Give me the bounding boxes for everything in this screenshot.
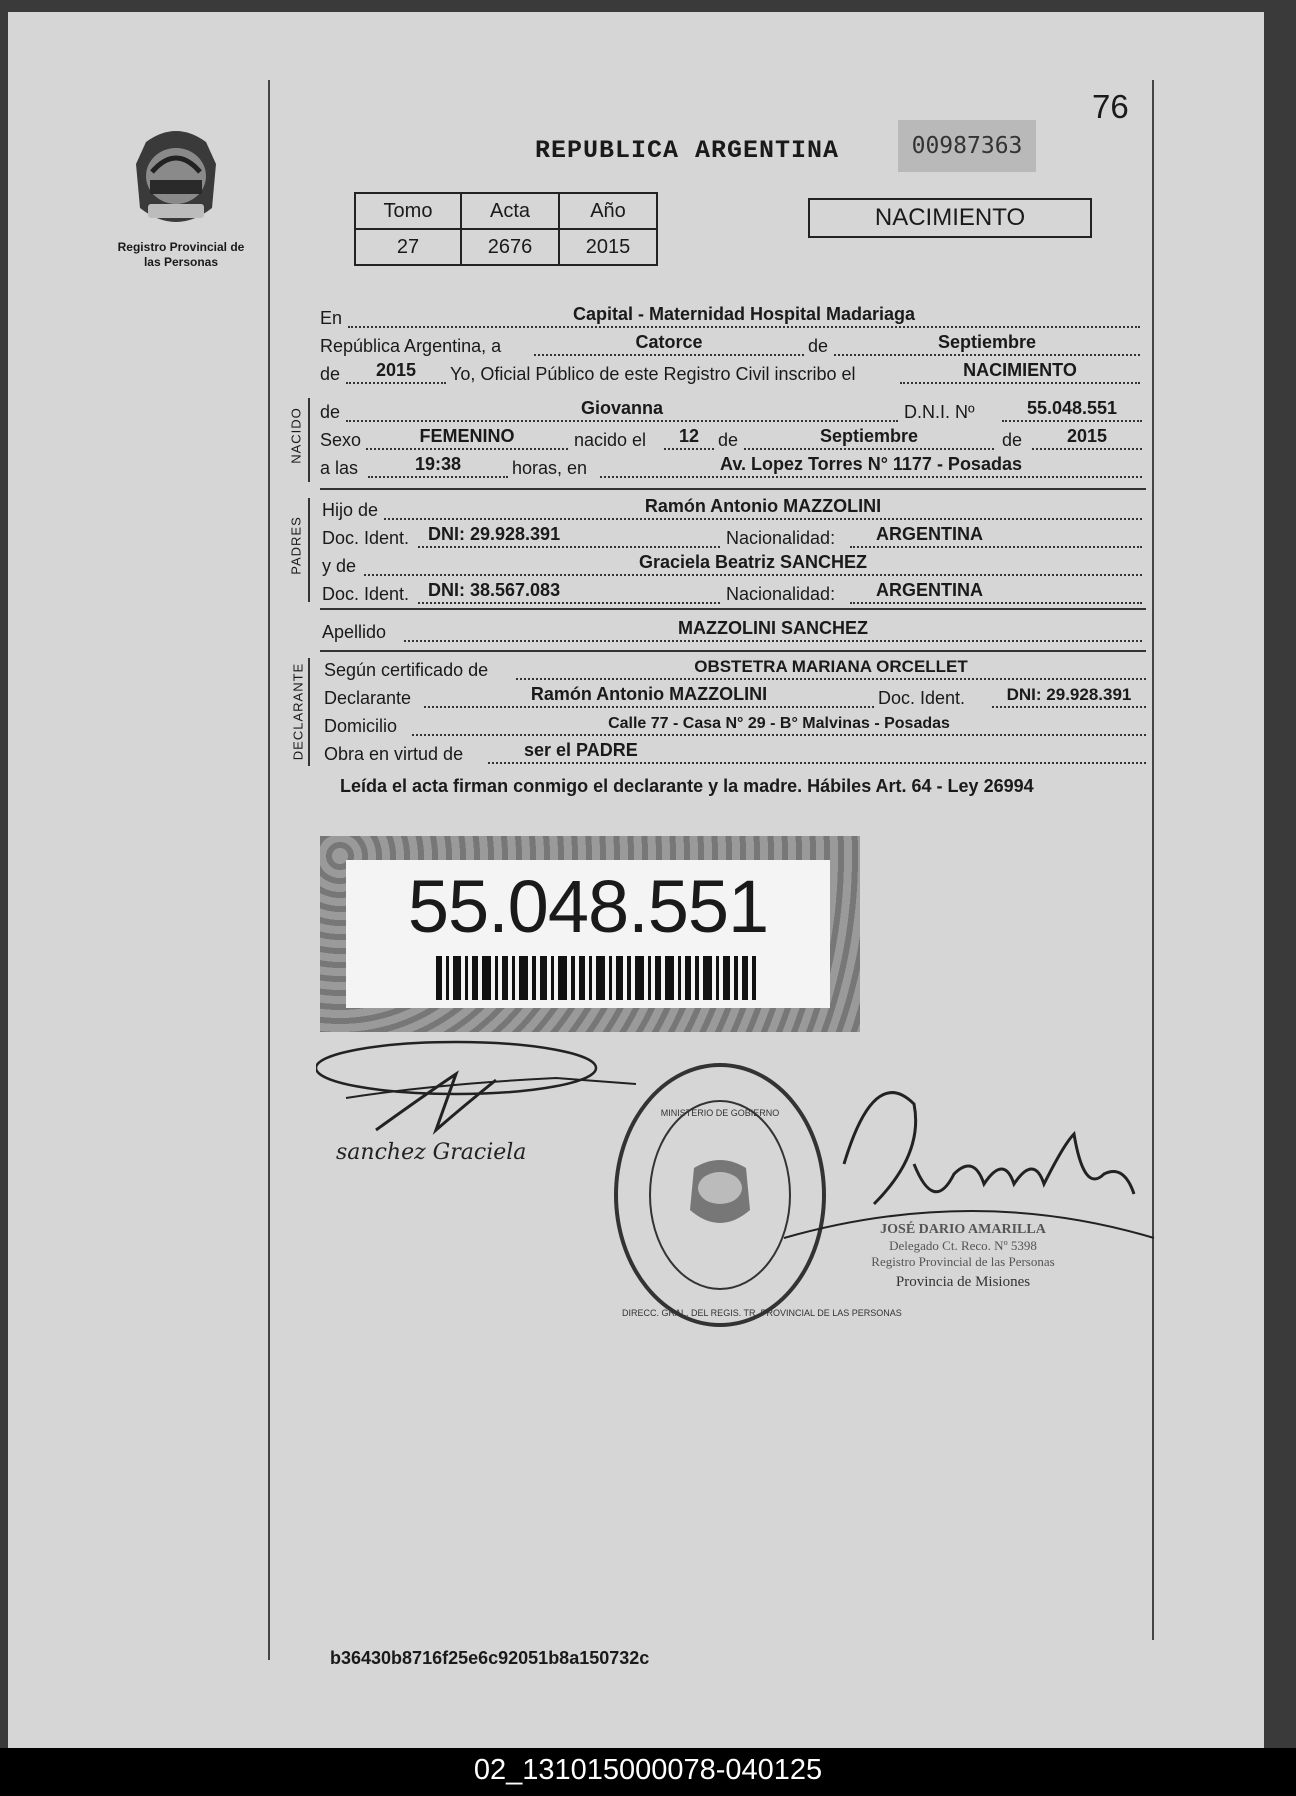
father-nationality-field <box>850 524 1142 548</box>
certificado-field <box>516 656 1146 680</box>
father-doc-value: DNI: 29.928.391 <box>428 524 561 544</box>
year-field <box>346 360 446 384</box>
document-hash: b36430b8716f25e6c92051b8a150732c <box>330 1648 650 1668</box>
footer-filename: 02_131015000078-040125 <box>473 1754 823 1786</box>
registry-table-header <box>355 193 657 229</box>
declarante-name-field <box>424 684 874 708</box>
official-line-3: Provincia de Misiones <box>895 1274 1031 1290</box>
line-obra <box>320 738 1146 766</box>
declarante-label: Declarante <box>324 688 412 708</box>
day-words-value: Catorce <box>635 332 703 352</box>
father-doc-label: Doc. Ident. <box>322 528 410 548</box>
line-name <box>320 396 1142 424</box>
line-certificado <box>320 654 1146 682</box>
official-signature-block <box>838 1222 1088 1291</box>
declarante-doc-label: Doc. Ident. <box>878 688 966 708</box>
sexo-label: Sexo <box>320 430 362 450</box>
child-name-value: Giovanna <box>580 398 664 418</box>
hijo-de-label: Hijo de <box>322 500 379 520</box>
line-father <box>320 494 1142 522</box>
official-line-2: Registro Provincial de las Personas <box>871 1254 1055 1269</box>
logo-caption: Registro Provincial de las Personas <box>117 240 245 269</box>
line-declarante <box>320 682 1146 710</box>
document-title: REPUBLICA ARGENTINA <box>535 136 840 165</box>
a-las-label: a las <box>320 458 359 478</box>
obra-label: Obra en virtud de <box>324 744 464 764</box>
line-sex-birthdate <box>320 424 1142 452</box>
line-mother-doc <box>320 578 1142 606</box>
official-name: JOSÉ DARIO AMARILLA <box>880 1222 1046 1237</box>
place-value: Capital - Maternidad Hospital Madariaga <box>572 304 916 324</box>
mother-doc-value: DNI: 38.567.083 <box>428 580 561 600</box>
obra-field <box>488 740 1146 764</box>
provincial-logo <box>126 124 226 236</box>
de-label: de <box>808 336 829 356</box>
dni-field <box>1002 398 1142 422</box>
father-doc-field <box>418 524 720 548</box>
nacido-bar <box>308 398 310 482</box>
father-nationality-label: Nacionalidad: <box>726 528 836 548</box>
birth-day-value: 12 <box>678 426 700 446</box>
line-year <box>320 358 1140 386</box>
certificado-label: Según certificado de <box>324 660 489 680</box>
en-label: En <box>320 308 343 328</box>
mother-name-field <box>364 552 1142 576</box>
apellido-field <box>404 618 1142 642</box>
line-mother <box>320 550 1142 578</box>
padres-bar <box>308 498 310 602</box>
line-place <box>320 302 1140 330</box>
de-label-2: de <box>718 430 739 450</box>
header-acta: Acta <box>461 193 559 229</box>
header-tomo: Tomo <box>355 193 461 229</box>
header-ano: Año <box>559 193 657 229</box>
registry-table <box>354 192 658 266</box>
seal-text: DIRECC. GRAL. DEL REGIS. TR. PROVINCIAL DE LAS PERSONAS <box>622 1308 902 1318</box>
padres-section-label: PADRES <box>288 516 304 575</box>
value-tomo: 27 <box>355 229 461 265</box>
place-field <box>348 304 1140 328</box>
birth-month-value: Septiembre <box>819 426 919 446</box>
birth-time-field <box>368 454 508 478</box>
line-domicilio <box>320 710 1146 738</box>
father-nationality-value: ARGENTINA <box>876 524 983 544</box>
nacido-de-label: de <box>320 402 341 422</box>
official-text: Yo, Oficial Público de este Registro Civil inscribo el <box>450 364 856 384</box>
mother-doc-label: Doc. Ident. <box>322 584 410 604</box>
horas-label: horas, en <box>512 458 588 478</box>
month-value: Septiembre <box>937 332 1037 352</box>
section-divider-1 <box>320 488 1146 490</box>
registry-table-values <box>355 229 657 265</box>
declarante-name-value: Ramón Antonio MAZZOLINI <box>530 684 768 704</box>
document-type-box: NACIMIENTO <box>808 198 1092 238</box>
dni-label: D.N.I. Nº <box>904 402 975 422</box>
mother-name-value: Graciela Beatriz SANCHEZ <box>638 552 868 572</box>
father-name-value: Ramón Antonio MAZZOLINI <box>644 496 882 516</box>
section-divider-3 <box>320 650 1146 652</box>
republica-label: República Argentina, a <box>320 336 502 356</box>
de-label-3: de <box>1002 430 1023 450</box>
mother-signature-text: sanchez Graciela <box>336 1140 527 1165</box>
child-dni-value: 55.048.551 <box>1026 398 1118 418</box>
section-divider-2 <box>320 608 1146 610</box>
name-field <box>346 398 898 422</box>
day-field <box>534 332 804 356</box>
birth-day-field <box>664 426 714 450</box>
declarante-bar <box>308 658 310 766</box>
dni-stamp <box>320 836 860 1032</box>
serial-number: 00987363 <box>898 120 1036 172</box>
event-field <box>900 360 1140 384</box>
year-value: 2015 <box>375 360 417 380</box>
month-field <box>834 332 1140 356</box>
father-name-field <box>384 496 1142 520</box>
y-de-label: y de <box>322 556 357 576</box>
dni-stamp-number: 55.048.551 <box>407 865 769 948</box>
birth-year-value: 2015 <box>1066 426 1108 446</box>
value-ano: 2015 <box>559 229 657 265</box>
sexo-field <box>366 426 568 450</box>
mother-nationality-value: ARGENTINA <box>876 580 983 600</box>
certificado-value: OBSTETRA MARIANA ORCELLET <box>694 657 968 676</box>
event-value: NACIMIENTO <box>963 360 1077 380</box>
obra-value: ser el PADRE <box>524 740 638 760</box>
mother-nationality-field <box>850 580 1142 604</box>
line-apellido <box>320 616 1142 644</box>
line-father-doc <box>320 522 1142 550</box>
right-margin-rule <box>1152 80 1154 1640</box>
declarante-doc-field <box>992 684 1146 708</box>
declarante-section-label: DECLARANTE <box>290 662 306 761</box>
left-margin-rule <box>268 80 270 1660</box>
nacido-section-label: NACIDO <box>288 407 304 464</box>
seal-inner-text: MINISTERIO DE GOBIERNO <box>660 1108 780 1118</box>
mother-nationality-label: Nacionalidad: <box>726 584 836 604</box>
domicilio-value: Calle 77 - Casa N° 29 - B° Malvinas - Posadas <box>608 715 950 732</box>
apellido-label: Apellido <box>322 622 387 642</box>
official-line-1: Delegado Ct. Reco. Nº 5398 <box>889 1238 1037 1253</box>
closing-statement: Leída el acta firman conmigo el declarante y la madre. Hábiles Art. 64 - Ley 26994 <box>340 776 1034 796</box>
value-acta: 2676 <box>461 229 559 265</box>
birth-place-value: Av. Lopez Torres N° 1177 - Posadas <box>720 454 1022 474</box>
birth-year-field <box>1032 426 1142 450</box>
mother-signature-icon <box>316 1034 636 1144</box>
declarante-doc-value: DNI: 29.928.391 <box>1006 685 1132 704</box>
nacido-el-label: nacido el <box>574 430 647 450</box>
sexo-value: FEMENINO <box>419 426 515 446</box>
domicilio-label: Domicilio <box>324 716 398 736</box>
domicilio-field <box>412 712 1146 736</box>
dni-stamp-panel <box>346 860 830 1008</box>
birth-place-field <box>600 454 1142 478</box>
barcode-icon <box>436 956 756 1000</box>
birth-time-value: 19:38 <box>414 454 462 474</box>
apellido-value: MAZZOLINI SANCHEZ <box>678 618 868 638</box>
mother-doc-field <box>418 580 720 604</box>
line-time-place <box>320 452 1142 480</box>
line-date <box>320 330 1140 358</box>
birth-month-field <box>744 426 994 450</box>
page-number: 76 <box>1092 88 1129 125</box>
year-prefix-label: de <box>320 364 341 384</box>
footer-bar <box>0 1748 1296 1796</box>
